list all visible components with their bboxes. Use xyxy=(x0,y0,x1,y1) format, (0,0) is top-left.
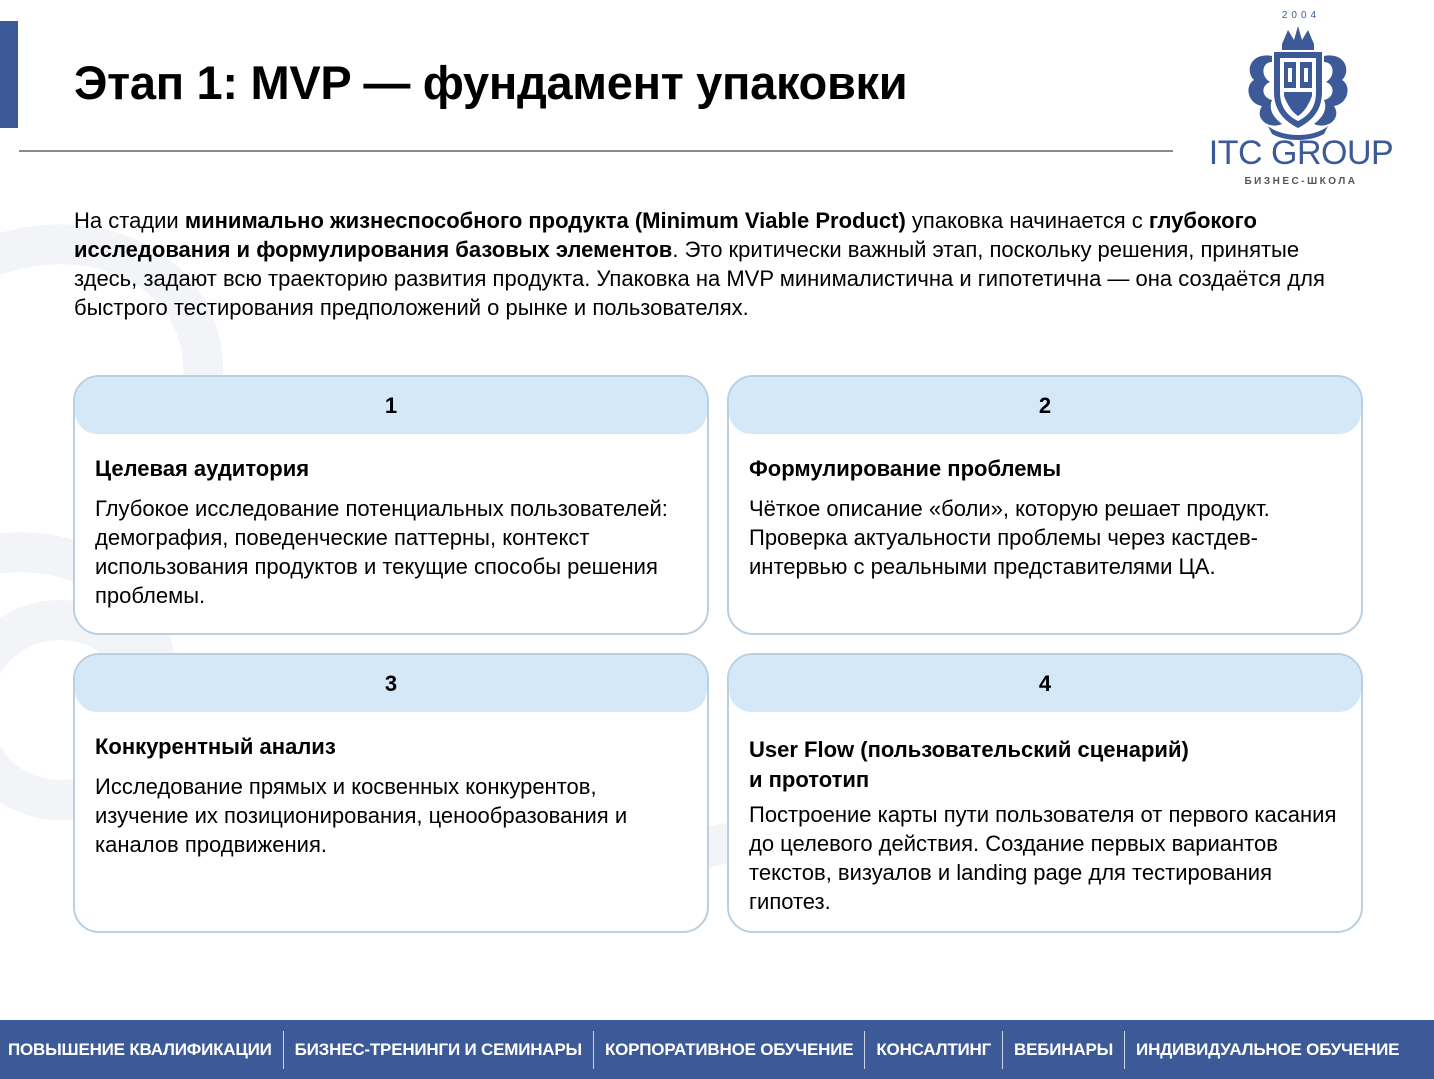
intro-text-1: На стадии xyxy=(74,208,185,233)
card-title-line-1: User Flow (пользовательский сценарий) xyxy=(749,737,1189,762)
card-text: Чёткое описание «боли», которую решает продукт. Проверка актуальности проблемы через кастдев-интервью с реальными представителями ЦА. xyxy=(749,496,1270,579)
itc-group-logo xyxy=(1196,10,1406,190)
card-number: 1 xyxy=(75,377,707,434)
intro-paragraph xyxy=(74,206,1364,322)
card-number: 2 xyxy=(729,377,1361,434)
card-competitor-analysis xyxy=(73,653,709,933)
footer-divider xyxy=(283,1031,284,1069)
footer-divider xyxy=(864,1031,865,1069)
footer-divider xyxy=(1124,1031,1125,1069)
crest-icon xyxy=(1238,22,1358,142)
footer-item-webinars[interactable]: ВЕБИНАРЫ xyxy=(1014,1039,1114,1059)
card-title xyxy=(749,735,1341,795)
card-text: Исследование прямых и косвенных конкурентов, изучение их позиционирования, ценообразования и каналов продвижения. xyxy=(95,774,628,857)
footer-item-individual[interactable]: ИНДИВИДУАЛЬНОЕ ОБУЧЕНИЕ xyxy=(1136,1039,1400,1059)
card-title: Формулирование проблемы xyxy=(749,456,1062,481)
intro-bold-2: глубокого исследования и формулирования базовых элементов xyxy=(74,208,1257,262)
card-user-flow xyxy=(727,653,1363,933)
footer-item-corporate[interactable]: КОРПОРАТИВНОЕ ОБУЧЕНИЕ xyxy=(604,1039,854,1059)
footer-services-bar xyxy=(0,1020,1434,1079)
logo-year: 2004 xyxy=(1281,10,1321,21)
logo-name: ITC GROUP xyxy=(1208,134,1394,172)
card-problem-definition xyxy=(727,375,1363,635)
card-number: 3 xyxy=(75,655,707,712)
card-title-line-2: и прототип xyxy=(749,767,870,792)
card-title: Конкурентный анализ xyxy=(95,734,336,759)
card-title: Целевая аудитория xyxy=(95,456,310,481)
footer-item-qualification[interactable]: ПОВЫШЕНИЕ КВАЛИФИКАЦИИ xyxy=(8,1039,272,1059)
card-target-audience xyxy=(73,375,709,635)
title-divider xyxy=(19,150,1173,152)
logo-subtitle: БИЗНЕС-ШКОЛА xyxy=(1244,176,1358,187)
footer-item-consulting[interactable]: КОНСАЛТИНГ xyxy=(876,1039,992,1059)
card-number: 4 xyxy=(729,655,1361,712)
title-accent-bar xyxy=(0,21,18,128)
footer-item-trainings[interactable]: БИЗНЕС-ТРЕНИНГИ И СЕМИНАРЫ xyxy=(294,1039,582,1059)
card-text: Построение карты пути пользователя от первого касания до целевого действия. Создание первых вариантов текстов, визуалов и landing page для тестирования гипотез. xyxy=(749,802,1337,914)
page-title: Этап 1: MVP — фундамент упаковки xyxy=(74,56,908,109)
intro-text-2: упаковка начинается с xyxy=(905,208,1149,233)
intro-bold-1: минимально жизнеспособного продукта (Minimum Viable Product) xyxy=(184,208,906,233)
intro-text-3: . Это критически важный этап, поскольку решения, принятые здесь, задают всю траекторию развития продукта. Упаковка на MVP минималистична и гипотетична — она создаётся для быстрого тестирования предположений о рынке и пользователях. xyxy=(74,237,1325,320)
footer-divider xyxy=(1002,1031,1003,1069)
card-text: Глубокое исследование потенциальных пользователей: демография, поведенческие паттерны, контекст использования продуктов и текущие способы решения проблемы. xyxy=(95,496,668,608)
footer-divider xyxy=(593,1031,594,1069)
